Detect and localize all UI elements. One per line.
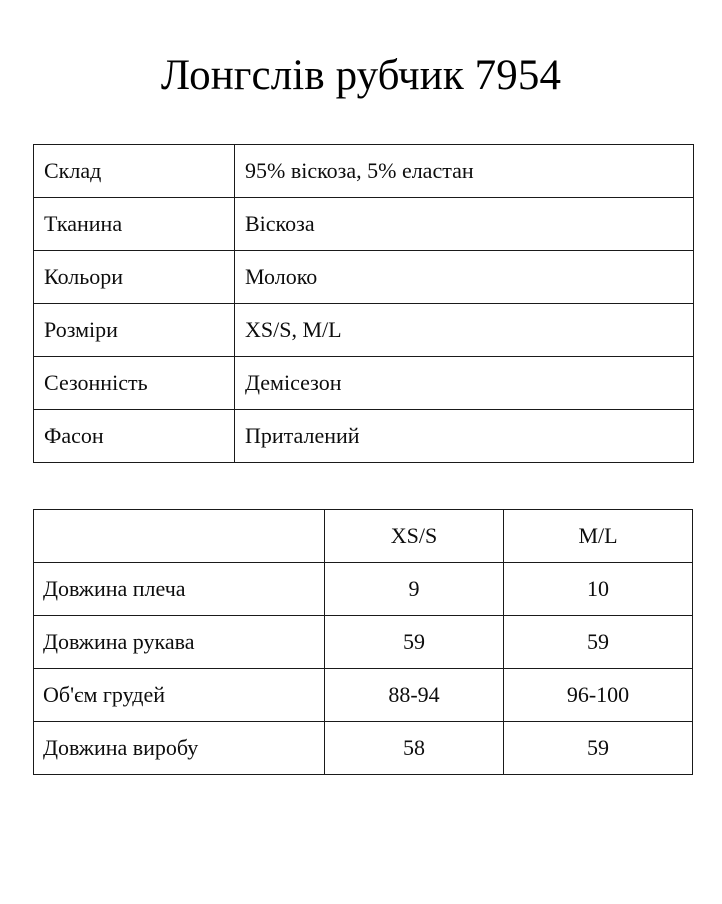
attribute-label: Розміри [34,304,235,357]
column-header-m-l: M/L [504,510,693,563]
measurement-name: Довжина плеча [34,563,325,616]
attribute-label: Склад [34,145,235,198]
table-row [34,563,693,616]
attribute-label: Кольори [34,251,235,304]
table-row [34,669,693,722]
measurement-name: Довжина рукава [34,616,325,669]
measurement-value-xs-s: 88-94 [325,669,504,722]
attribute-value: Демісезон [235,357,694,410]
measurement-value-xs-s: 58 [325,722,504,775]
table-row [34,145,694,198]
attribute-label: Тканина [34,198,235,251]
attribute-value: 95% віскоза, 5% еластан [235,145,694,198]
measurement-value-m-l: 10 [504,563,693,616]
table-row [34,722,693,775]
attribute-value: Молоко [235,251,694,304]
size-measurements-table [33,509,693,775]
measurement-name: Об'єм грудей [34,669,325,722]
measurement-value-xs-s: 59 [325,616,504,669]
table-row [34,304,694,357]
attribute-label: Фасон [34,410,235,463]
table-row [34,410,694,463]
measurement-value-xs-s: 9 [325,563,504,616]
measurement-name: Довжина виробу [34,722,325,775]
corner-cell [34,510,325,563]
measurement-value-m-l: 96-100 [504,669,693,722]
column-header-xs-s: XS/S [325,510,504,563]
table-row [34,251,694,304]
attribute-value: XS/S, M/L [235,304,694,357]
product-attributes-table [33,144,694,463]
table-row [34,198,694,251]
measurement-value-m-l: 59 [504,616,693,669]
attribute-label: Сезонність [34,357,235,410]
attribute-value: Приталений [235,410,694,463]
page-title: Лонгслів рубчик 7954 [160,52,562,99]
table-row [34,357,694,410]
measurement-value-m-l: 59 [504,722,693,775]
table-row [34,616,693,669]
table-header-row [34,510,693,563]
attribute-value: Віскоза [235,198,694,251]
